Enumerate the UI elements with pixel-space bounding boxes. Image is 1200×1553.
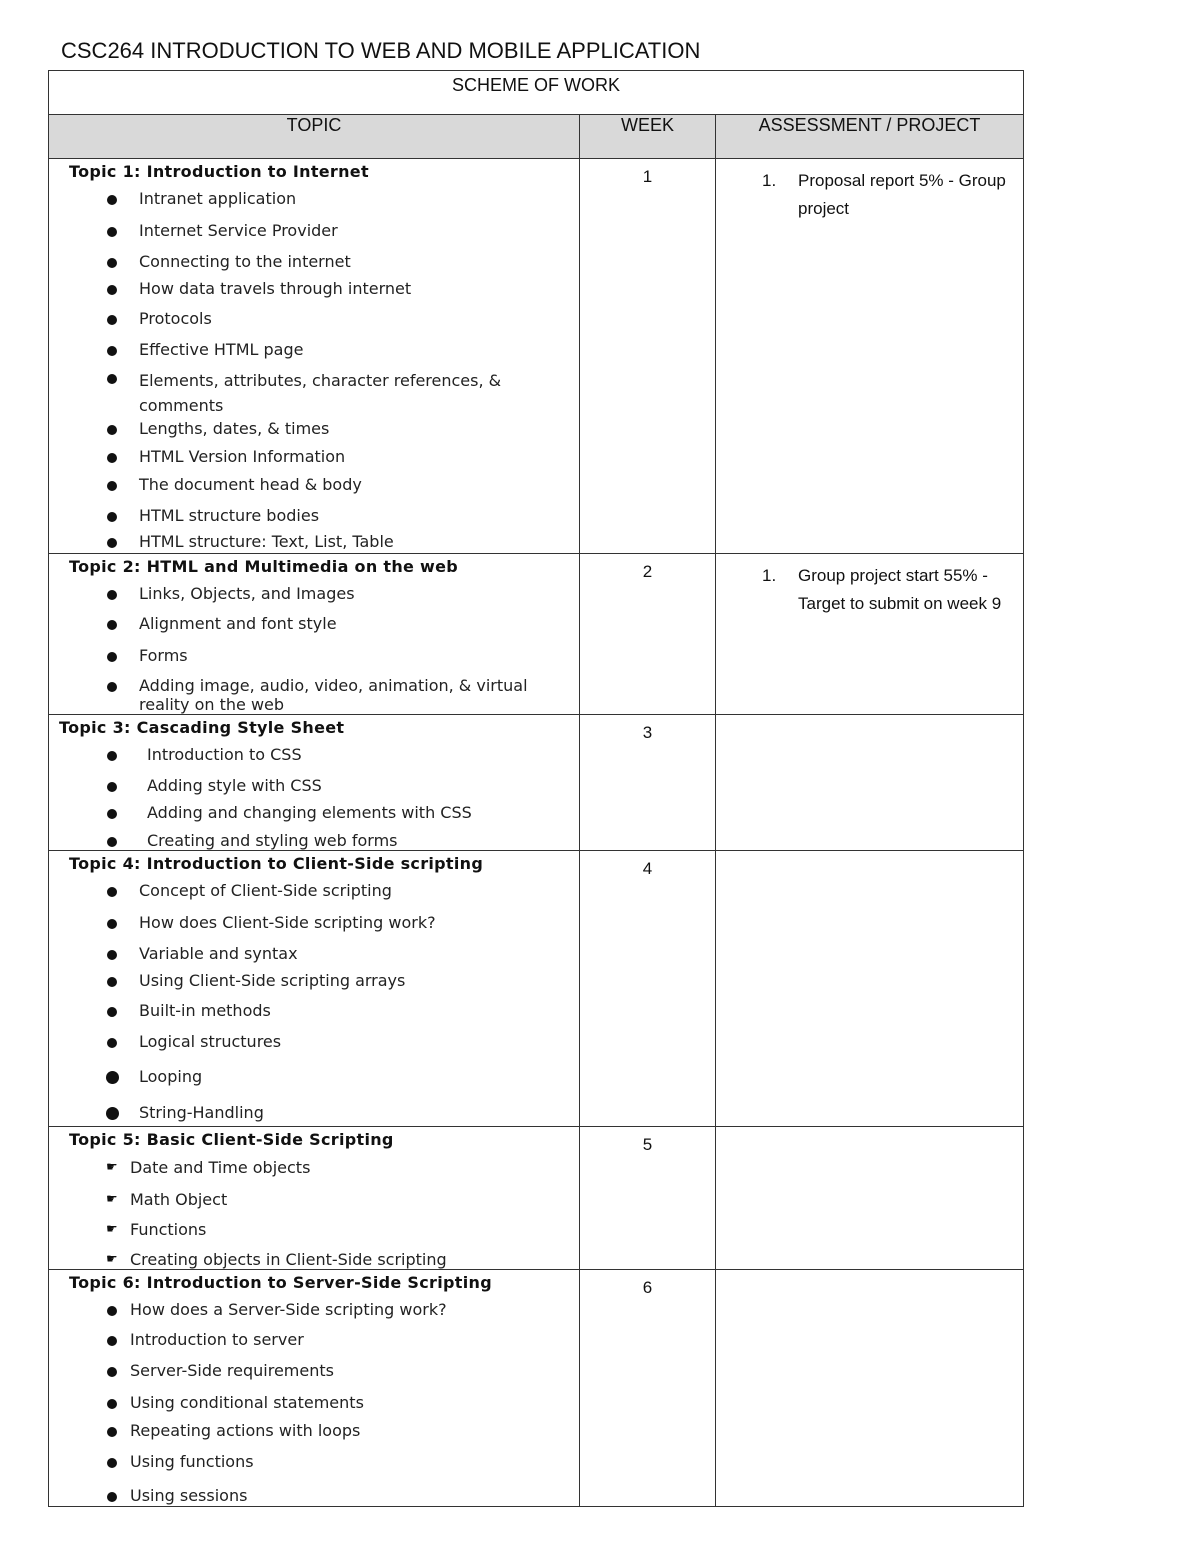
topic-cell (49, 1270, 580, 1507)
bullet-icon (106, 1107, 119, 1120)
list-item: Adding image, audio, video, animation, & virtual reality on the web (49, 676, 579, 714)
list-item: Internet Service Provider (49, 221, 579, 240)
list-item: Elements, attributes, character references, & comments (49, 368, 579, 418)
topic-row-1 (49, 159, 1024, 554)
bullet-icon (107, 453, 117, 463)
bullet-icon (107, 919, 117, 929)
bullet-icon (106, 1071, 119, 1084)
bullet-icon (107, 1427, 117, 1437)
bullet-icon (107, 374, 117, 384)
bullet-icon (107, 285, 117, 295)
list-item: HTML Version Information (49, 447, 579, 466)
week-cell: 2 (580, 554, 716, 715)
bullet-icon (107, 977, 117, 987)
assessment-text: Group project start 55% - Target to submit on week 9 (798, 566, 1002, 613)
topic-cell (49, 851, 580, 1127)
list-item: Adding style with CSS (49, 776, 579, 795)
topic-item-list (49, 189, 579, 551)
list-item: The document head & body (49, 475, 579, 494)
list-item: Connecting to the internet (49, 252, 579, 271)
bullet-icon (107, 315, 117, 325)
list-item: Forms (49, 646, 579, 665)
topic-title: Topic 6: Introduction to Server-Side Scripting (69, 1273, 492, 1292)
topic-title: Topic 2: HTML and Multimedia on the web (69, 557, 459, 576)
bullet-icon (107, 751, 117, 761)
list-item: Using functions (49, 1452, 579, 1471)
list-item: Introduction to CSS (49, 745, 579, 764)
list-item: Intranet application (49, 189, 579, 208)
list-item: Logical structures (49, 1032, 579, 1051)
bullet-icon (107, 1007, 117, 1017)
week-cell: 3 (580, 715, 716, 851)
week-cell: 4 (580, 851, 716, 1127)
list-item: Using conditional statements (49, 1393, 579, 1412)
week-cell: 1 (580, 159, 716, 554)
assessment-cell (716, 851, 1024, 1127)
column-header-topic: TOPIC (49, 115, 580, 159)
topic-row-3 (49, 715, 1024, 851)
bullet-icon (107, 809, 117, 819)
bullet-icon (107, 227, 117, 237)
bullet-icon (107, 425, 117, 435)
list-item: Adding and changing elements with CSS (49, 803, 579, 822)
bullet-icon (107, 1458, 117, 1468)
bullet-icon (107, 682, 117, 692)
list-item: ☛ Functions (106, 1220, 207, 1239)
pointing-hand-icon: ☛ (106, 1192, 118, 1207)
list-item: Variable and syntax (49, 944, 579, 963)
list-item: String-Handling (49, 1103, 579, 1122)
bullet-icon (107, 837, 117, 847)
assessment-number: 1. (762, 171, 777, 190)
bullet-icon (107, 258, 117, 268)
list-item: Repeating actions with loops (49, 1421, 579, 1440)
assessment-item (762, 167, 1009, 223)
list-item: Using Client-Side scripting arrays (49, 971, 579, 990)
bullet-icon (107, 1038, 117, 1048)
topic-cell (49, 159, 580, 554)
bullet-icon (107, 1399, 117, 1409)
list-item: HTML structure: Text, List, Table (49, 532, 579, 551)
pointing-hand-icon: ☛ (106, 1252, 118, 1267)
bullet-icon (107, 887, 117, 897)
pointing-hand-icon: ☛ (106, 1160, 118, 1175)
assessment-cell (716, 554, 1024, 715)
bullet-icon (107, 346, 117, 356)
list-item: How data travels through internet (49, 279, 579, 298)
assessment-item (762, 562, 1009, 618)
list-item: Lengths, dates, & times (49, 419, 579, 438)
topic-item-list (49, 584, 579, 714)
header-row (49, 115, 1024, 159)
list-item: ☛ Date and Time objects (106, 1158, 311, 1177)
bullet-icon (107, 481, 117, 491)
topic-row-2 (49, 554, 1024, 715)
bullet-icon (107, 1336, 117, 1346)
list-item: Server-Side requirements (49, 1361, 579, 1380)
topic-item-list (49, 1300, 579, 1505)
assessment-number: 1. (762, 566, 777, 585)
topic-item-list (49, 881, 579, 1122)
bullet-icon (107, 620, 117, 630)
topic-title: Topic 5: Basic Client-Side Scripting (69, 1130, 394, 1149)
column-header-assessment: ASSESSMENT / PROJECT (716, 115, 1024, 159)
document-title: CSC264 INTRODUCTION TO WEB AND MOBILE APPLICATION (61, 38, 701, 63)
bullet-icon (107, 590, 117, 600)
topic-title: Topic 1: Introduction to Internet (69, 162, 369, 181)
bullet-icon (107, 1306, 117, 1316)
scheme-heading: SCHEME OF WORK (49, 71, 1024, 115)
assessment-cell (716, 1127, 1024, 1270)
bullet-icon (107, 1367, 117, 1377)
topic-row-5 (49, 1127, 1024, 1270)
list-item: Creating and styling web forms (49, 831, 579, 850)
topic-title: Topic 3: Cascading Style Sheet (59, 718, 345, 737)
list-item: Using sessions (49, 1486, 579, 1505)
bullet-icon (107, 195, 117, 205)
topic-cell (49, 554, 580, 715)
bullet-icon (107, 782, 117, 792)
bullet-icon (107, 512, 117, 522)
bullet-icon (107, 652, 117, 662)
assessment-cell (716, 1270, 1024, 1507)
topic-title: Topic 4: Introduction to Client-Side scripting (69, 854, 484, 873)
list-item: HTML structure bodies (49, 506, 579, 525)
column-header-week: WEEK (580, 115, 716, 159)
list-item: Concept of Client-Side scripting (49, 881, 579, 900)
list-item: Built-in methods (49, 1001, 579, 1020)
topic-row-4 (49, 851, 1024, 1127)
pointing-hand-icon: ☛ (106, 1222, 118, 1237)
week-cell: 6 (580, 1270, 716, 1507)
topic-row-6 (49, 1270, 1024, 1507)
bullet-icon (107, 1492, 117, 1502)
list-item: Links, Objects, and Images (49, 584, 579, 603)
topic-cell (49, 1127, 580, 1270)
list-item: Introduction to server (49, 1330, 579, 1349)
topic-item-list (49, 1158, 579, 1269)
assessment-cell (716, 159, 1024, 554)
list-item: Alignment and font style (49, 614, 579, 633)
topic-cell (49, 715, 580, 851)
list-item: How does Client-Side scripting work? (49, 913, 579, 932)
list-item: ☛ Creating objects in Client-Side scripting (106, 1250, 447, 1269)
topic-item-list (49, 745, 579, 850)
bullet-icon (107, 950, 117, 960)
assessment-cell (716, 715, 1024, 851)
list-item: How does a Server-Side scripting work? (49, 1300, 579, 1319)
list-item: ☛ Math Object (106, 1190, 228, 1209)
assessment-text: Proposal report 5% - Group project (798, 171, 1006, 218)
bullet-icon (107, 538, 117, 548)
list-item: Effective HTML page (49, 340, 579, 359)
week-cell: 5 (580, 1127, 716, 1270)
scheme-of-work-table (48, 70, 1024, 1507)
list-item: Looping (49, 1067, 579, 1086)
list-item: Protocols (49, 309, 579, 328)
